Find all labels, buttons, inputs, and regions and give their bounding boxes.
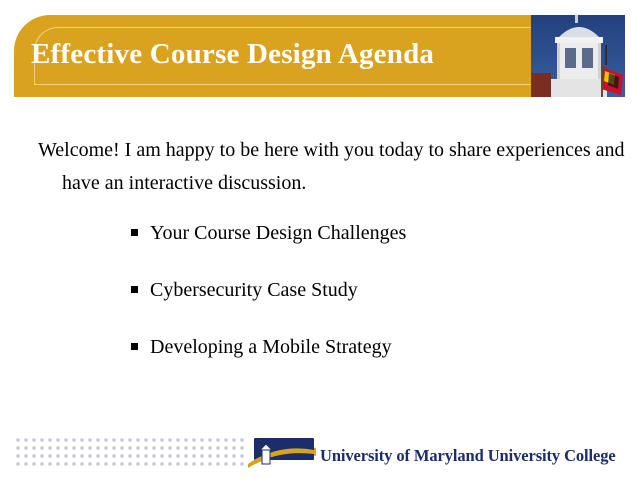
umuc-logo-icon xyxy=(246,434,318,470)
cupola-photo-graphic xyxy=(531,15,625,97)
square-bullet-icon xyxy=(131,229,138,236)
slide-title: Effective Course Design Agenda xyxy=(31,38,435,70)
intro-text: Welcome! I am happy to be here with you today to share experiences and have an interactive discussion. xyxy=(38,139,625,194)
institution-name: University of Maryland University College xyxy=(320,446,616,465)
umuc-logo-graphic xyxy=(246,434,318,470)
decorative-dot-grid xyxy=(14,436,244,470)
square-bullet-icon xyxy=(131,286,138,293)
agenda-item xyxy=(130,332,406,389)
agenda-item-label: Developing a Mobile Strategy xyxy=(150,336,392,358)
agenda-item-label: Cybersecurity Case Study xyxy=(150,279,358,301)
agenda-list xyxy=(130,218,406,389)
agenda-item xyxy=(130,218,406,275)
cupola-building-photo xyxy=(531,15,625,97)
agenda-item-label: Your Course Design Challenges xyxy=(150,222,407,244)
square-bullet-icon xyxy=(131,343,138,350)
agenda-item xyxy=(130,275,406,332)
